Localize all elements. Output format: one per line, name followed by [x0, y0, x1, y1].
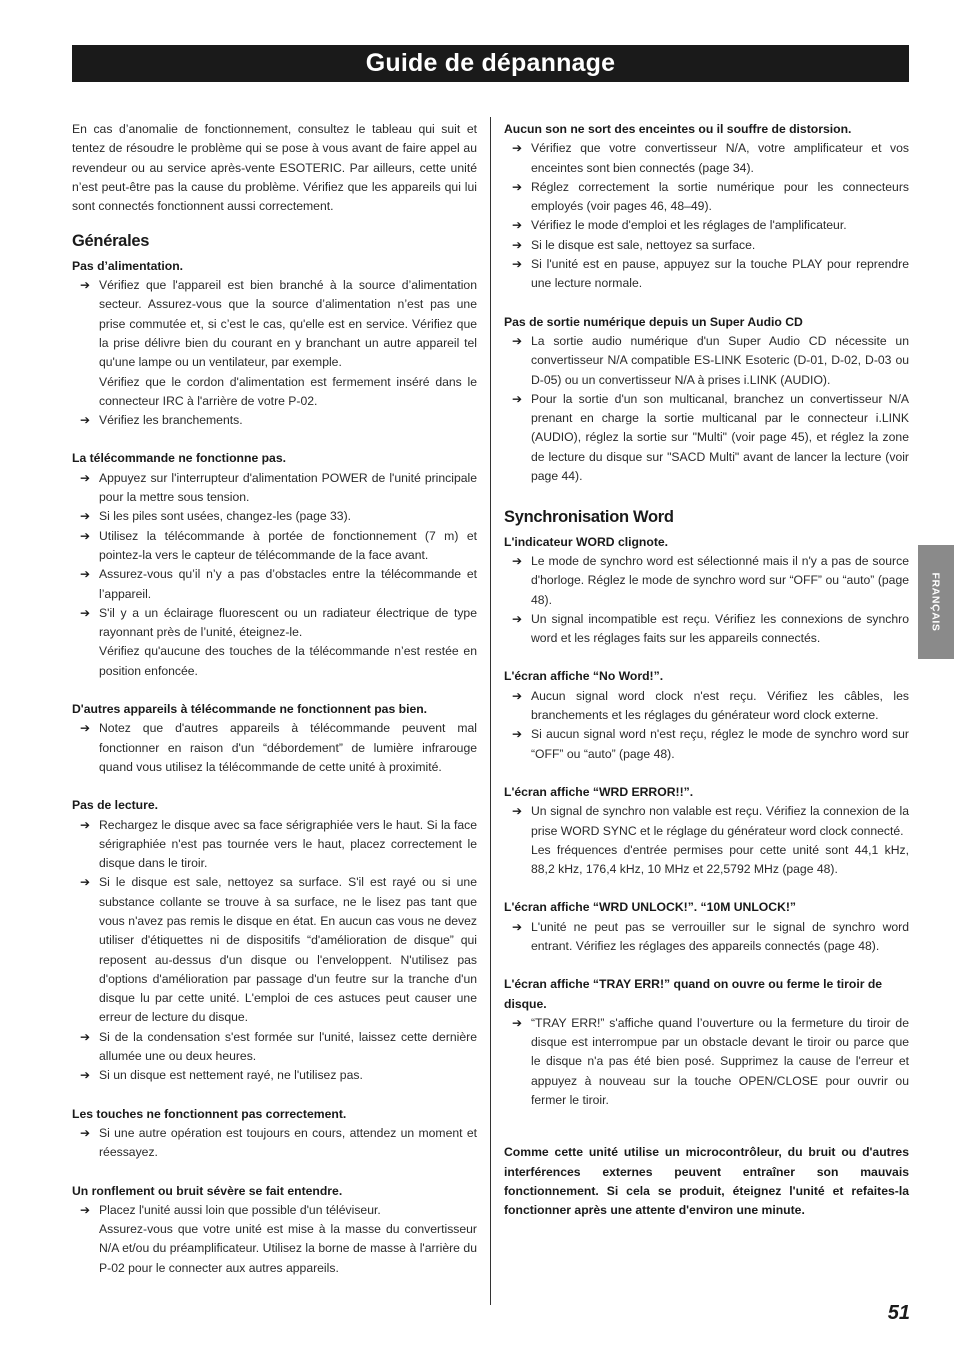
solution-item: [504, 725, 909, 764]
solution-text: Vérifiez les branchements.: [99, 413, 243, 428]
arrow-right-icon: ➔: [80, 413, 91, 428]
solution-text: S'il y a un éclairage fluorescent ou un radiateur électrique de type rayonnant près de l’unité, éteignez-le.: [99, 605, 477, 640]
troubleshoot-group: [72, 1105, 477, 1163]
solution-item: [72, 816, 477, 874]
solution-text: “TRAY ERR!” s'affiche quand l’ouverture ou la fermeture du tiroir de disque est interrompue par un obstacle devant le tiroir ou parce que le disque n'a pas été bien posé. Supprimez la cause de l'erreur et appuyez à nouveau sur la touche OPEN/CLOSE pour ouvrir ou fermer le tiroir.: [531, 1015, 909, 1108]
problem-heading: Pas de sortie numérique depuis un Super Audio CD: [504, 314, 803, 329]
language-side-tab-label: FRANÇAIS: [930, 572, 942, 632]
solution-text: Si un disque est nettement rayé, ne l'utilisez pas.: [99, 1068, 363, 1083]
solution-item: [504, 332, 909, 390]
solution-text: Si aucun signal word n'est reçu, réglez le mode de synchro word sur “OFF” ou “auto” (page 48).: [531, 727, 909, 761]
problem-heading: Aucun son ne sort des enceintes ou il souffre de distorsion.: [504, 122, 852, 136]
arrow-right-icon: ➔: [80, 509, 91, 524]
solution-item: [72, 873, 477, 1027]
arrow-right-icon: ➔: [512, 218, 523, 233]
solution-text: L'unité ne peut pas se verrouiller sur le signal de synchro word entrant. Vérifiez les réglages des appareils connectés (page 48).: [531, 919, 909, 953]
arrow-right-icon: ➔: [80, 721, 91, 736]
problem-heading: Les touches ne fonctionnent pas correctement.: [72, 1106, 347, 1121]
arrow-right-icon: ➔: [512, 141, 523, 156]
troubleshoot-group: [504, 120, 909, 294]
troubleshoot-group: [504, 898, 909, 956]
right-column: [504, 120, 909, 1221]
arrow-right-icon: ➔: [80, 1029, 91, 1044]
solution-note: Les fréquences d'entrée permises pour cette unité sont 44,1 kHz, 88,2 kHz, 176,4 kHz, 10 MHz et 22,5792 MHz (page 48).: [531, 842, 909, 877]
solution-text: Pour la sortie d'un son multicanal, branchez un convertisseur N/A prenant en charge la sortie multicanal par le connecteur i.LINK (AUDIO), réglez la sortie sur "Multi" (voir page 45), et réglez la zone de lecture du disque sur "SACD Multi" avant de lancer la lecture (voir page 44).: [531, 391, 909, 484]
solution-text: Si le disque est sale, nettoyez sa surface.: [531, 237, 756, 252]
solution-item: [72, 604, 477, 643]
arrow-right-icon: ➔: [80, 1068, 91, 1083]
solution-item: [504, 552, 909, 610]
solution-text: Si de la condensation s'est formée sur l'unité, laissez cette dernière allumée une ou deux heures.: [99, 1029, 477, 1064]
intro-paragraph: En cas d’anomalie de fonctionnement, consultez le tableau qui suit et tentez de résoudre le problème qui se pose à vous avant de faire appel au revendeur ou au service après-vente ESOTERIC. Par ailleurs, cette unité n’est peut-être pas la cause du problème. Vérifiez que les appareils qui lui sont connectés fonctionnent aussi correctement.: [72, 122, 477, 214]
problem-heading: L'écran affiche “No Word!”.: [504, 669, 664, 684]
right-top-groups: [504, 120, 909, 486]
problem-heading: D'autres appareils à télécommande ne fonctionnent pas bien.: [72, 702, 428, 717]
solution-text: Rechargez le disque avec sa face sérigraphiée vers le haut. Si la face sérigraphiée n'est pas tournée vers le haut, placez correctement le disque dans le tiroir.: [99, 817, 477, 871]
arrow-right-icon: ➔: [512, 688, 523, 703]
solution-text: Le mode de synchro word est sélectionné mais il n'y a pas de source d'horloge. Réglez le mode de synchro word sur “OFF” ou “auto” (page 48).: [531, 553, 909, 607]
arrow-right-icon: ➔: [80, 875, 91, 890]
solution-text: Notez que d'autres appareils à télécommande peuvent mal fonctionner en raison d'un “débordement” de lumière infrarouge quand vous utilisez la télécommande de cette unité à proximité.: [99, 721, 477, 774]
section-heading-generales: Générales: [72, 232, 150, 251]
left-groups: [72, 257, 477, 1278]
solution-item: [504, 390, 909, 486]
troubleshoot-group: [504, 313, 909, 487]
solution-item: [504, 802, 909, 841]
troubleshoot-group: [504, 533, 909, 649]
solution-item: [504, 687, 909, 726]
solution-text: Utilisez la télécommande à portée de fonctionnement (7 m) et pointez-la vers le capteur de télécommande de la face avant.: [99, 528, 477, 562]
arrow-right-icon: ➔: [512, 804, 523, 819]
language-side-tab: [918, 545, 954, 659]
page-title-text: Guide de dépannage: [365, 49, 616, 77]
arrow-right-icon: ➔: [512, 257, 523, 272]
page-number: 51: [887, 1302, 910, 1324]
arrow-right-icon: ➔: [80, 278, 91, 293]
solution-item: [504, 236, 909, 255]
solution-text: Si les piles sont usées, changez-les (page 33).: [99, 509, 352, 524]
solution-text: Si l'unité est en pause, appuyez sur la touche PLAY pour reprendre une lecture normale.: [531, 257, 909, 291]
problem-heading: L'écran affiche “WRD ERROR!!”.: [504, 784, 694, 799]
arrow-right-icon: ➔: [512, 1015, 523, 1030]
solution-text: Aucun signal word clock n'est reçu. Vérifiez les câbles, les branchements et les réglages du générateur word clock externe.: [531, 688, 909, 723]
solution-text: Un signal de synchro non valable est reçu. Vérifiez la connexion de la prise WORD SYNC et le réglage du générateur word clock connecté.: [531, 804, 909, 838]
solution-item: [504, 139, 909, 178]
troubleshoot-group: [72, 449, 477, 681]
solution-item: [72, 276, 477, 372]
column-divider: [490, 117, 491, 1305]
problem-heading: La télécommande ne fonctionne pas.: [72, 451, 287, 466]
arrow-right-icon: ➔: [512, 919, 523, 934]
solution-item: [72, 527, 477, 566]
solution-note: Vérifiez que le cordon d'alimentation est fermement inséré dans le connecteur IRC à l'arrière de votre P-02.: [99, 374, 477, 408]
arrow-right-icon: ➔: [512, 179, 523, 194]
troubleshoot-group: [72, 1182, 477, 1278]
solution-item: [72, 1201, 477, 1220]
left-column: [72, 120, 477, 1297]
solution-text: Vérifiez le mode d'emploi et les réglages de l'amplificateur.: [531, 218, 847, 233]
solution-text: Vérifiez que votre convertisseur N/A, votre amplificateur et vos enceintes sont bien connectés (page 34).: [531, 141, 909, 175]
solution-text: Vérifiez que l'appareil est bien branché à la source d’alimentation secteur. Assurez-vous que la source d’alimentation n’est pas une prise commutée et, si c’est le cas, qu'elle est en service. Vérifiez que la prise délivre bien du courant en y branchant un autre appareil tel qu'une lampe ou un ventilateur, par exemple.: [99, 278, 477, 370]
arrow-right-icon: ➔: [512, 727, 523, 742]
troubleshoot-group: [72, 796, 477, 1085]
solution-item: [72, 565, 477, 604]
solution-text: Si une autre opération est toujours en cours, attendez un moment et réessayez.: [99, 1125, 477, 1160]
solution-text: Placez l'unité aussi loin que possible d'un téléviseur.: [99, 1202, 381, 1217]
solution-item: [72, 1066, 477, 1085]
solution-item: [72, 411, 477, 430]
problem-heading: Pas d’alimentation.: [72, 258, 184, 273]
solution-item: [72, 719, 477, 777]
solution-text: La sortie audio numérique d'un Super Audio CD nécessite un convertisseur N/A compatible ES-LINK Esoteric (D-01, D-02, D-03 ou D-05) ou un convertisseur N/A à prises i.LINK (AUDIO).: [531, 333, 909, 387]
problem-heading: Pas de lecture.: [72, 798, 159, 813]
arrow-right-icon: ➔: [512, 553, 523, 568]
solution-text: Assurez-vous qu’il n’y a pas d’obstacles entre la télécommande et l’appareil.: [99, 567, 477, 601]
arrow-right-icon: ➔: [80, 605, 91, 620]
troubleshoot-group: [504, 975, 909, 1110]
solution-note: Assurez-vous que votre unité est mise à la masse du convertisseur N/A et/ou du préamplificateur. Utilisez la borne de masse à l'arrière du P-02 pour le connecter aux autres appareils.: [99, 1222, 477, 1275]
arrow-right-icon: ➔: [512, 611, 523, 626]
troubleshoot-group: [504, 667, 909, 763]
page-title: [72, 45, 909, 82]
arrow-right-icon: ➔: [80, 1125, 91, 1140]
solution-text: Un signal incompatible est reçu. Vérifiez les connexions de synchro word et les réglages faits sur les appareils connectés.: [531, 611, 909, 646]
problem-heading: L'écran affiche “TRAY ERR!” quand on ouvre ou ferme le tiroir de disque.: [504, 977, 883, 1011]
solution-text: Réglez correctement la sortie numérique pour les connecteurs employés (voir pages 46, 48–49).: [531, 179, 909, 214]
solution-note: Vérifiez qu'aucune des touches de la télécommande n’est restée en position enfoncée.: [99, 644, 477, 678]
solution-item: [504, 1014, 909, 1110]
troubleshoot-group: [72, 700, 477, 777]
solution-item: [504, 255, 909, 294]
solution-text: Si le disque est sale, nettoyez sa surface. S'il est rayé ou si une substance collante se trouve à sa surface, ne le lisez pas tant que vous n'avez pas remis le disque en état. En aucun cas vous ne devez utiliser d'étiquettes ni de dispositifs “d'amélioration de disque” qui reposent au-dessus d'un disque ou l'enveloppent. N'utilisez pas d'options d'amélioration par passage d'un feutre sur la tranche d'un disque lu par cette unité. L'emploi de ces astuces peut causer une erreur de lecture du disque.: [99, 875, 477, 1025]
solution-item: [504, 918, 909, 957]
solution-item: [504, 610, 909, 649]
problem-heading: L'indicateur WORD clignote.: [504, 534, 669, 549]
arrow-right-icon: ➔: [80, 528, 91, 543]
problem-heading: Un ronflement ou bruit sévère se fait entendre.: [72, 1183, 343, 1198]
arrow-right-icon: ➔: [80, 470, 91, 485]
arrow-right-icon: ➔: [512, 391, 523, 406]
solution-text: Appuyez sur l'interrupteur d'alimentation POWER de l'unité principale pour la mettre sous tension.: [99, 470, 477, 505]
arrow-right-icon: ➔: [80, 567, 91, 582]
solution-item: [72, 507, 477, 526]
section-heading-synchronisation-word: Synchronisation Word: [504, 508, 674, 527]
troubleshoot-group: [504, 783, 909, 879]
solution-item: [72, 469, 477, 508]
arrow-right-icon: ➔: [512, 333, 523, 348]
arrow-right-icon: ➔: [512, 237, 523, 252]
final-note: Comme cette unité utilise un microcontrôleur, du bruit ou d'autres interférences externes peuvent entraîner son mauvais fonctionnement. Si cela se produit, éteignez l'unité et refaites-la fonctionner après une attente d'environ une minute.: [504, 1145, 909, 1218]
arrow-right-icon: ➔: [80, 1202, 91, 1217]
right-section-groups: [504, 533, 909, 1111]
problem-heading: L'écran affiche “WRD UNLOCK!”. “10M UNLOCK!”: [504, 900, 797, 915]
solution-item: [504, 216, 909, 235]
solution-item: [72, 1028, 477, 1067]
solution-item: [504, 178, 909, 217]
solution-item: [72, 1124, 477, 1163]
troubleshoot-group: [72, 257, 477, 431]
arrow-right-icon: ➔: [80, 817, 91, 832]
